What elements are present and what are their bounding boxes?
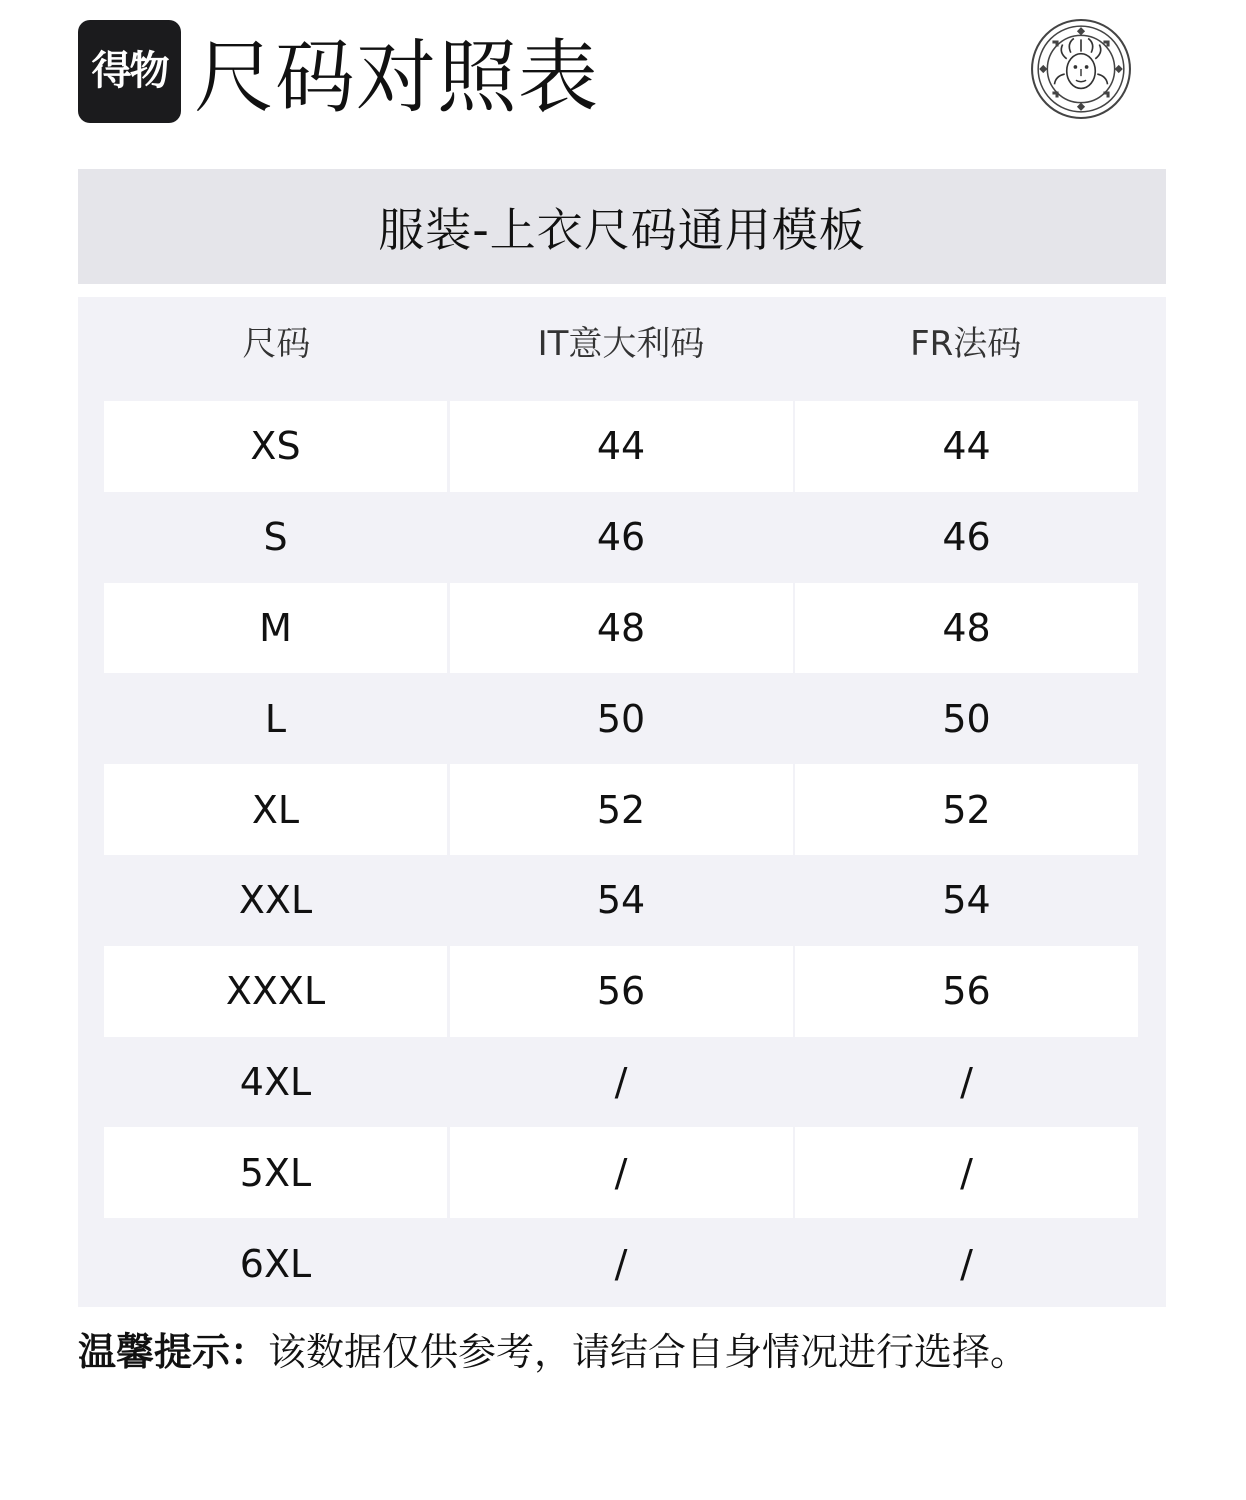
- it-size-cell: 56: [450, 946, 793, 1037]
- fr-size-cell: 46: [942, 515, 991, 560]
- fr-size-cell: 56: [795, 946, 1138, 1037]
- column-header-fr: FR法码: [910, 324, 1022, 364]
- fr-size-cell: 48: [795, 583, 1138, 674]
- it-size-cell: 46: [596, 515, 646, 560]
- size-table: [78, 297, 1166, 1307]
- table-row: [104, 946, 1138, 1037]
- footer-label: 温馨提示：: [78, 1330, 269, 1374]
- fr-size-cell: /: [960, 1059, 973, 1104]
- size-cell: XS: [104, 401, 447, 492]
- size-cell: 4XL: [239, 1059, 312, 1104]
- table-row: [104, 673, 1138, 764]
- it-size-cell: 44: [450, 401, 793, 492]
- size-cell: L: [264, 696, 287, 741]
- footer-note: [78, 1320, 1178, 1384]
- table-row: [104, 1127, 1138, 1218]
- fr-size-cell: /: [960, 1241, 973, 1286]
- footer-text: 该数据仅供参考，请结合自身情况进行选择。: [268, 1330, 1029, 1374]
- size-cell: XXXL: [104, 946, 447, 1037]
- column-header-it: IT意大利码: [537, 324, 705, 364]
- table-row: [104, 855, 1138, 946]
- it-size-cell: 50: [596, 696, 646, 741]
- fr-size-cell: 54: [942, 878, 991, 923]
- table-row: [104, 492, 1138, 583]
- page-title: 尺码对照表: [194, 31, 599, 124]
- table-row: [104, 1037, 1138, 1128]
- size-cell: 5XL: [104, 1127, 447, 1218]
- table-row: [104, 1218, 1138, 1309]
- column-header-size: 尺码: [242, 324, 311, 364]
- table-row: [104, 401, 1138, 492]
- medusa-head-icon: [1030, 18, 1132, 120]
- fr-size-cell: 44: [795, 401, 1138, 492]
- size-cell: XL: [104, 764, 447, 855]
- banner-title: 服装-上衣尺码通用模板: [378, 202, 866, 257]
- it-size-cell: /: [614, 1241, 628, 1286]
- app-logo: 得物: [78, 20, 181, 123]
- table-header-row: [104, 297, 1138, 401]
- it-size-cell: /: [450, 1127, 793, 1218]
- table-body: [104, 401, 1138, 1309]
- template-banner: [78, 169, 1166, 284]
- fr-size-cell: 50: [942, 696, 991, 741]
- header: [78, 18, 1168, 138]
- table-row: [104, 583, 1138, 674]
- table-row: [104, 764, 1138, 855]
- it-size-cell: 52: [450, 764, 793, 855]
- fr-size-cell: /: [795, 1127, 1138, 1218]
- it-size-cell: 54: [596, 878, 646, 923]
- it-size-cell: 48: [450, 583, 793, 674]
- fr-size-cell: 52: [795, 764, 1138, 855]
- size-cell: 6XL: [239, 1241, 312, 1286]
- size-cell: XXL: [238, 878, 313, 923]
- size-cell: M: [104, 583, 447, 674]
- it-size-cell: /: [614, 1059, 628, 1104]
- size-cell: S: [263, 515, 288, 560]
